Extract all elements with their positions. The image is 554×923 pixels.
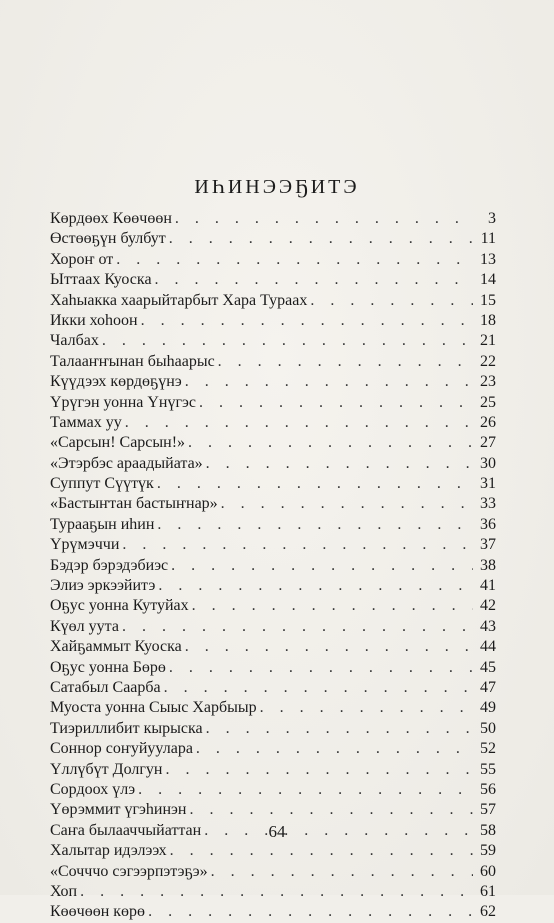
dot-leader	[122, 617, 473, 637]
toc-entry	[50, 617, 496, 637]
toc-entry-title: Оҕус уонна Бөрө	[50, 658, 166, 676]
toc-entry-title: Хороҥ от	[50, 250, 114, 268]
toc-entry	[50, 678, 496, 698]
dot-leader	[157, 474, 473, 494]
dot-leader	[102, 331, 473, 351]
toc-entry-page: 15	[480, 291, 496, 309]
dot-leader	[260, 698, 473, 718]
toc-entry-title: Хайҕаммыт Куоска	[50, 638, 182, 656]
toc-entry	[50, 270, 496, 290]
table-of-contents	[50, 209, 496, 923]
toc-entry-page: 61	[480, 882, 496, 900]
toc-entry-title: Икки хоһоон	[50, 311, 138, 329]
toc-entry	[50, 352, 496, 372]
toc-entry-title: Ыттаах Куоска	[50, 271, 152, 289]
toc-entry-title: Суппут Сүүтүк	[50, 475, 154, 493]
toc-entry-title: Тиэриллибит кырыска	[50, 719, 203, 737]
toc-entry-title: Сордоох үлэ	[50, 780, 136, 798]
toc-entry-title: Соннор соҥуйуулара	[50, 740, 193, 758]
dot-leader	[192, 596, 473, 616]
toc-entry	[50, 556, 496, 576]
toc-entry-page: 26	[480, 413, 496, 431]
toc-entry	[50, 882, 496, 902]
toc-entry-page: 60	[480, 862, 496, 880]
toc-entry-title: Оҕус уонна Кутуйах	[50, 597, 189, 615]
toc-entry-title: Үөрэммит үгэһинэн	[50, 801, 187, 819]
toc-entry-title: Талааҥҥынан быһаарыс	[50, 352, 215, 370]
dot-leader	[185, 637, 473, 657]
toc-entry	[50, 474, 496, 494]
dot-leader	[196, 739, 473, 759]
toc-entry	[50, 291, 496, 311]
dot-leader	[206, 719, 473, 739]
dot-leader	[157, 515, 473, 535]
toc-entry-title: «Бастыҥтан бастыҥнар»	[50, 495, 218, 513]
page-number: 64	[268, 822, 286, 841]
dot-leader	[188, 433, 473, 453]
toc-entry-title: Хоп	[50, 882, 78, 900]
dot-leader	[116, 250, 473, 270]
toc-entry-title: Элиэ эркээйитэ	[50, 577, 156, 595]
toc-entry-page: 13	[480, 250, 496, 268]
dot-leader	[310, 291, 473, 311]
dot-leader	[171, 556, 473, 576]
toc-entry-title: Үрүгэн уонна Үнүгэс	[50, 393, 197, 411]
toc-entry-page: 33	[480, 495, 496, 513]
toc-entry	[50, 515, 496, 535]
toc-entry-page: 27	[480, 434, 496, 452]
toc-entry-page: 37	[480, 536, 496, 554]
toc-entry	[50, 250, 496, 270]
dot-leader	[148, 902, 473, 922]
dot-leader	[125, 413, 473, 433]
toc-entry	[50, 596, 496, 616]
toc-entry	[50, 902, 496, 922]
toc-entry-title: Күүдээх көрдөҕүнэ	[50, 373, 182, 391]
toc-entry-title: «Сарсын! Сарсын!»	[50, 434, 186, 452]
toc-entry-page: 47	[480, 678, 496, 696]
toc-entry-page: 52	[480, 740, 496, 758]
toc-entry-title: Таммах уу	[50, 413, 122, 431]
dot-leader	[218, 352, 473, 372]
toc-entry-title: Чалбах	[50, 332, 99, 350]
toc-entry-page: 58	[480, 821, 496, 839]
toc-entry-page: 56	[480, 780, 496, 798]
toc-entry	[50, 413, 496, 433]
toc-entry	[50, 841, 496, 861]
toc-entry-page: 18	[480, 311, 496, 329]
dot-leader	[138, 780, 473, 800]
toc-entry-title: Күөл уута	[50, 617, 119, 635]
toc-entry	[50, 658, 496, 678]
toc-entry-page: 11	[480, 230, 496, 248]
toc-entry	[50, 698, 496, 718]
dot-leader	[206, 454, 473, 474]
dot-leader	[169, 658, 473, 678]
toc-entry-page: 49	[480, 699, 496, 717]
toc-entry-page: 25	[480, 393, 496, 411]
dot-leader	[175, 209, 473, 229]
toc-entry-title: Өстөөҕүн булбут	[50, 230, 166, 248]
toc-entry-page: 36	[480, 515, 496, 533]
toc-entry-page: 31	[480, 475, 496, 493]
toc-entry-page: 50	[480, 719, 496, 737]
toc-entry-page: 21	[480, 332, 496, 350]
toc-entry-page: 43	[480, 617, 496, 635]
toc-entry-title: Хаһыакка хаарыйтарбыт Хара Тураах	[50, 291, 308, 309]
toc-entry-page: 3	[488, 210, 496, 227]
dot-leader	[169, 229, 473, 249]
toc-entry	[50, 372, 496, 392]
dot-leader	[185, 372, 473, 392]
toc-entry	[50, 209, 496, 229]
toc-entry	[50, 535, 496, 555]
toc-entry	[50, 780, 496, 800]
toc-entry-page: 30	[480, 454, 496, 472]
dot-leader	[165, 760, 473, 780]
dot-leader	[122, 535, 473, 555]
toc-entry-title: «Этэрбэс араадыйата»	[50, 454, 203, 472]
toc-entry-page: 41	[480, 577, 496, 595]
toc-entry	[50, 331, 496, 351]
toc-entry	[50, 800, 496, 820]
dot-leader	[164, 678, 473, 698]
toc-entry-title: Муоста уонна Сыыс Харбыыр	[50, 699, 257, 717]
toc-entry-page: 55	[480, 760, 496, 778]
toc-entry-page: 59	[480, 842, 496, 860]
toc-entry-page: 22	[480, 352, 496, 370]
toc-entry-title: «Сочччо сэгээрпэтэҕэ»	[50, 862, 208, 880]
toc-entry-page: 14	[480, 271, 496, 289]
toc-entry	[50, 739, 496, 759]
toc-entry	[50, 576, 496, 596]
toc-entry-title: Көөчөөн көрө	[50, 903, 146, 921]
toc-entry-page: 62	[480, 903, 496, 921]
toc-entry	[50, 719, 496, 739]
toc-entry	[50, 433, 496, 453]
dot-leader	[158, 576, 473, 596]
dot-leader	[189, 800, 473, 820]
dot-leader	[211, 862, 473, 882]
toc-entry-title: Саҥа былааччыйаттан	[50, 821, 202, 839]
dot-leader	[155, 270, 473, 290]
dot-leader	[170, 841, 473, 861]
contents-heading: ИҺИНЭЭҔИТЭ	[194, 176, 360, 198]
toc-entry	[50, 862, 496, 882]
toc-entry-page: 44	[480, 638, 496, 656]
dot-leader	[80, 882, 473, 902]
toc-entry-title: Сатабыл Саарба	[50, 678, 161, 696]
toc-entry-title: Үллүбүт Долгун	[50, 760, 163, 778]
toc-entry	[50, 494, 496, 514]
toc-entry-page: 23	[480, 373, 496, 391]
toc-entry-title: Көрдөөх Көөчөөн	[50, 210, 172, 227]
toc-entry-title: Бэдэр бэрэдэбиэс	[50, 556, 169, 574]
toc-entry	[50, 311, 496, 331]
toc-entry-page: 42	[480, 597, 496, 615]
toc-entry	[50, 637, 496, 657]
toc-entry	[50, 229, 496, 249]
toc-entry	[50, 393, 496, 413]
toc-entry-page: 45	[480, 658, 496, 676]
dot-leader	[141, 311, 473, 331]
toc-entry-title: Халытар идэлээх	[50, 842, 167, 860]
toc-entry-page: 57	[480, 801, 496, 819]
toc-entry	[50, 760, 496, 780]
dot-leader	[199, 393, 473, 413]
toc-entry-page: 38	[480, 556, 496, 574]
toc-entry-title: Үрүмэччи	[50, 536, 120, 554]
toc-entry	[50, 454, 496, 474]
dot-leader	[221, 494, 473, 514]
toc-entry-title: Турааҕын иһин	[50, 515, 155, 533]
